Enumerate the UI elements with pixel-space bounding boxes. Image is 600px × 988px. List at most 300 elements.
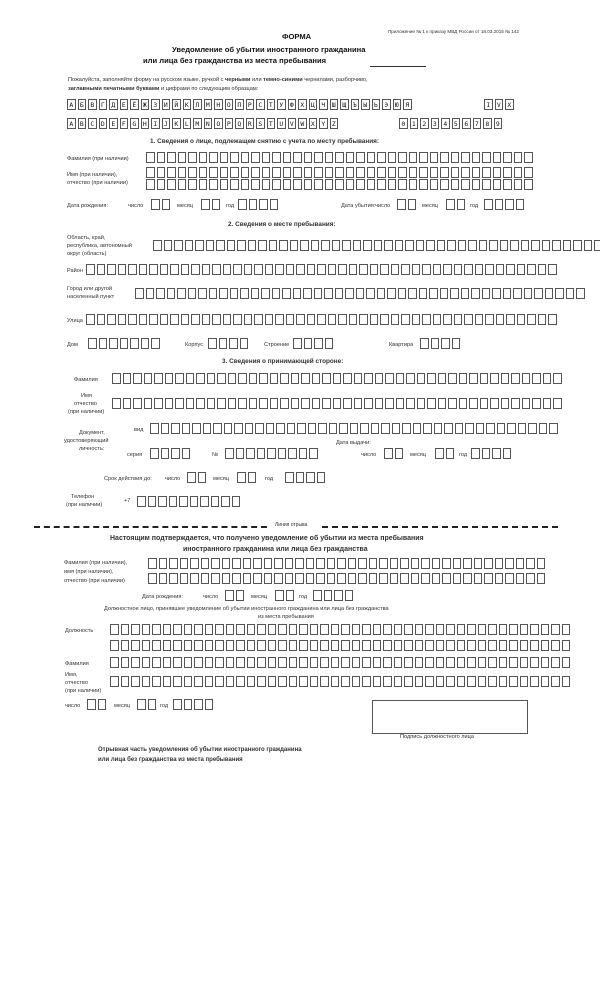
entry-cell[interactable] xyxy=(493,167,502,178)
entry-cell[interactable] xyxy=(121,657,130,668)
entry-cell[interactable] xyxy=(499,624,508,635)
entry-cell[interactable] xyxy=(162,199,171,210)
entry-cell[interactable] xyxy=(118,314,127,325)
entry-cell[interactable] xyxy=(296,472,305,483)
entry-cell[interactable] xyxy=(293,179,302,190)
entry-cell[interactable] xyxy=(401,264,410,275)
entry-cell[interactable] xyxy=(257,657,266,668)
entry-cell[interactable] xyxy=(225,448,234,459)
entry-cell[interactable] xyxy=(173,657,182,668)
entry-cell[interactable] xyxy=(388,179,397,190)
entry-cell[interactable] xyxy=(442,573,451,584)
entry-cell[interactable] xyxy=(373,624,382,635)
entry-cell[interactable] xyxy=(342,240,351,251)
entry-cell[interactable] xyxy=(173,624,182,635)
entry-cell[interactable] xyxy=(299,624,308,635)
entry-cell[interactable] xyxy=(291,398,300,409)
entry-cell[interactable] xyxy=(243,558,252,569)
entry-cell[interactable] xyxy=(425,676,434,687)
entry-cell[interactable] xyxy=(503,179,512,190)
entry-cell[interactable] xyxy=(226,640,235,651)
entry-cell[interactable] xyxy=(215,640,224,651)
entry-cell[interactable] xyxy=(128,314,137,325)
entry-cell[interactable] xyxy=(522,373,531,384)
entry-cell[interactable] xyxy=(493,179,502,190)
entry-cell[interactable] xyxy=(167,179,176,190)
entry-cell[interactable] xyxy=(265,264,274,275)
entry-cell[interactable] xyxy=(137,496,146,507)
entry-cell[interactable] xyxy=(374,240,383,251)
entry-cell[interactable] xyxy=(282,288,291,299)
entry-cell[interactable] xyxy=(562,676,571,687)
entry-cell[interactable] xyxy=(272,152,281,163)
entry-cell[interactable] xyxy=(215,657,224,668)
entry-cell[interactable] xyxy=(358,573,367,584)
entry-cell[interactable] xyxy=(317,472,326,483)
entry-cell[interactable] xyxy=(443,314,452,325)
entry-cell[interactable] xyxy=(475,264,484,275)
entry-cell[interactable] xyxy=(175,398,184,409)
entry-cell[interactable] xyxy=(509,624,518,635)
entry-cell[interactable] xyxy=(362,676,371,687)
entry-cell[interactable] xyxy=(320,657,329,668)
entry-cell[interactable] xyxy=(142,624,151,635)
entry-cell[interactable] xyxy=(144,373,153,384)
entry-cell[interactable] xyxy=(426,240,435,251)
entry-cell[interactable] xyxy=(474,558,483,569)
entry-cell[interactable] xyxy=(249,398,258,409)
entry-cell[interactable] xyxy=(337,558,346,569)
entry-cell[interactable] xyxy=(184,699,193,710)
entry-cell[interactable] xyxy=(562,624,571,635)
entry-cell[interactable] xyxy=(335,152,344,163)
entry-cell[interactable] xyxy=(469,373,478,384)
entry-cell[interactable] xyxy=(121,624,130,635)
entry-cell[interactable] xyxy=(274,573,283,584)
entry-cell[interactable] xyxy=(205,676,214,687)
entry-cell[interactable] xyxy=(285,472,294,483)
entry-cell[interactable] xyxy=(402,423,411,434)
entry-cell[interactable] xyxy=(299,676,308,687)
entry-cell[interactable] xyxy=(185,240,194,251)
entry-cell[interactable] xyxy=(325,338,334,349)
entry-cell[interactable] xyxy=(537,573,546,584)
entry-cell[interactable] xyxy=(222,558,231,569)
entry-cell[interactable] xyxy=(285,573,294,584)
entry-cell[interactable] xyxy=(480,398,489,409)
entry-cell[interactable] xyxy=(266,423,275,434)
entry-cell[interactable] xyxy=(316,558,325,569)
entry-cell[interactable] xyxy=(304,152,313,163)
entry-cell[interactable] xyxy=(492,448,501,459)
entry-cell[interactable] xyxy=(409,167,418,178)
entry-cell[interactable] xyxy=(495,573,504,584)
entry-cell[interactable] xyxy=(490,373,499,384)
entry-cell[interactable] xyxy=(201,558,210,569)
entry-cell[interactable] xyxy=(173,699,182,710)
entry-cell[interactable] xyxy=(406,373,415,384)
entry-cell[interactable] xyxy=(451,152,460,163)
entry-cell[interactable] xyxy=(173,640,182,651)
entry-cell[interactable] xyxy=(207,373,216,384)
entry-cell[interactable] xyxy=(388,167,397,178)
entry-cell[interactable] xyxy=(553,398,562,409)
entry-cell[interactable] xyxy=(153,240,162,251)
s3-issue-month-cells[interactable] xyxy=(435,448,454,459)
entry-cell[interactable] xyxy=(404,657,413,668)
entry-cell[interactable] xyxy=(160,314,169,325)
entry-cell[interactable] xyxy=(463,558,472,569)
entry-cell[interactable] xyxy=(169,573,178,584)
s3-issue-day-cells[interactable] xyxy=(384,448,403,459)
entry-cell[interactable] xyxy=(521,240,530,251)
entry-cell[interactable] xyxy=(338,264,347,275)
entry-cell[interactable] xyxy=(86,264,95,275)
entry-cell[interactable] xyxy=(541,657,550,668)
entry-cell[interactable] xyxy=(209,152,218,163)
entry-cell[interactable] xyxy=(144,398,153,409)
entry-cell[interactable] xyxy=(469,398,478,409)
entry-cell[interactable] xyxy=(167,152,176,163)
entry-cell[interactable] xyxy=(446,624,455,635)
entry-cell[interactable] xyxy=(169,558,178,569)
entry-cell[interactable] xyxy=(381,423,390,434)
entry-cell[interactable] xyxy=(538,264,547,275)
entry-cell[interactable] xyxy=(447,240,456,251)
entry-cell[interactable] xyxy=(400,558,409,569)
entry-cell[interactable] xyxy=(333,398,342,409)
entry-cell[interactable] xyxy=(236,657,245,668)
entry-cell[interactable] xyxy=(495,199,504,210)
entry-cell[interactable] xyxy=(562,640,571,651)
entry-cell[interactable] xyxy=(318,423,327,434)
entry-cell[interactable] xyxy=(367,179,376,190)
entry-cell[interactable] xyxy=(295,558,304,569)
c-position-cells-2[interactable] xyxy=(110,640,570,651)
entry-cell[interactable] xyxy=(524,288,533,299)
entry-cell[interactable] xyxy=(178,167,187,178)
entry-cell[interactable] xyxy=(291,373,300,384)
entry-cell[interactable] xyxy=(430,167,439,178)
s1-surname-cells[interactable] xyxy=(146,152,533,163)
entry-cell[interactable] xyxy=(272,288,281,299)
entry-cell[interactable] xyxy=(251,288,260,299)
entry-cell[interactable] xyxy=(431,338,440,349)
entry-cell[interactable] xyxy=(434,423,443,434)
entry-cell[interactable] xyxy=(331,640,340,651)
entry-cell[interactable] xyxy=(457,624,466,635)
entry-cell[interactable] xyxy=(314,288,323,299)
entry-cell[interactable] xyxy=(478,624,487,635)
entry-cell[interactable] xyxy=(394,624,403,635)
entry-cell[interactable] xyxy=(190,573,199,584)
entry-cell[interactable] xyxy=(146,288,155,299)
entry-cell[interactable] xyxy=(499,657,508,668)
entry-cell[interactable] xyxy=(151,338,160,349)
entry-cell[interactable] xyxy=(194,624,203,635)
entry-cell[interactable] xyxy=(379,558,388,569)
entry-cell[interactable] xyxy=(472,167,481,178)
entry-cell[interactable] xyxy=(427,398,436,409)
entry-cell[interactable] xyxy=(223,314,232,325)
entry-cell[interactable] xyxy=(299,657,308,668)
s2-region-cells[interactable] xyxy=(153,240,600,251)
entry-cell[interactable] xyxy=(348,573,357,584)
s2-district-cells[interactable] xyxy=(86,264,557,275)
entry-cell[interactable] xyxy=(562,657,571,668)
entry-cell[interactable] xyxy=(364,373,373,384)
entry-cell[interactable] xyxy=(230,288,239,299)
entry-cell[interactable] xyxy=(341,657,350,668)
entry-cell[interactable] xyxy=(488,676,497,687)
entry-cell[interactable] xyxy=(341,624,350,635)
entry-cell[interactable] xyxy=(211,496,220,507)
entry-cell[interactable] xyxy=(509,640,518,651)
entry-cell[interactable] xyxy=(499,676,508,687)
entry-cell[interactable] xyxy=(196,398,205,409)
entry-cell[interactable] xyxy=(408,288,417,299)
entry-cell[interactable] xyxy=(227,240,236,251)
entry-cell[interactable] xyxy=(112,373,121,384)
entry-cell[interactable] xyxy=(331,657,340,668)
entry-cell[interactable] xyxy=(175,373,184,384)
entry-cell[interactable] xyxy=(236,640,245,651)
entry-cell[interactable] xyxy=(164,240,173,251)
entry-cell[interactable] xyxy=(212,199,221,210)
entry-cell[interactable] xyxy=(301,398,310,409)
entry-cell[interactable] xyxy=(422,314,431,325)
entry-cell[interactable] xyxy=(163,657,172,668)
entry-cell[interactable] xyxy=(313,590,322,601)
entry-cell[interactable] xyxy=(249,373,258,384)
entry-cell[interactable] xyxy=(484,558,493,569)
entry-cell[interactable] xyxy=(367,167,376,178)
entry-cell[interactable] xyxy=(425,640,434,651)
entry-cell[interactable] xyxy=(457,199,466,210)
s3-valid-year-cells[interactable] xyxy=(285,472,325,483)
entry-cell[interactable] xyxy=(411,573,420,584)
entry-cell[interactable] xyxy=(255,423,264,434)
entry-cell[interactable] xyxy=(133,373,142,384)
entry-cell[interactable] xyxy=(343,398,352,409)
entry-cell[interactable] xyxy=(275,314,284,325)
entry-cell[interactable] xyxy=(187,472,196,483)
entry-cell[interactable] xyxy=(316,573,325,584)
s3-issue-year-cells[interactable] xyxy=(471,448,511,459)
entry-cell[interactable] xyxy=(530,640,539,651)
entry-cell[interactable] xyxy=(184,624,193,635)
c-position-cells-1[interactable] xyxy=(110,624,570,635)
entry-cell[interactable] xyxy=(279,240,288,251)
entry-cell[interactable] xyxy=(511,373,520,384)
entry-cell[interactable] xyxy=(375,373,384,384)
entry-cell[interactable] xyxy=(320,640,329,651)
entry-cell[interactable] xyxy=(246,448,255,459)
entry-cell[interactable] xyxy=(331,624,340,635)
entry-cell[interactable] xyxy=(245,423,254,434)
entry-cell[interactable] xyxy=(280,373,289,384)
entry-cell[interactable] xyxy=(320,676,329,687)
entry-cell[interactable] xyxy=(199,179,208,190)
entry-cell[interactable] xyxy=(497,423,506,434)
entry-cell[interactable] xyxy=(265,314,274,325)
entry-cell[interactable] xyxy=(234,423,243,434)
entry-cell[interactable] xyxy=(353,240,362,251)
entry-cell[interactable] xyxy=(461,179,470,190)
entry-cell[interactable] xyxy=(222,573,231,584)
s2-building-cells[interactable] xyxy=(293,338,333,349)
entry-cell[interactable] xyxy=(264,573,273,584)
entry-cell[interactable] xyxy=(436,624,445,635)
entry-cell[interactable] xyxy=(314,338,323,349)
entry-cell[interactable] xyxy=(163,640,172,651)
c-sign-month-cells[interactable] xyxy=(137,699,156,710)
entry-cell[interactable] xyxy=(436,640,445,651)
entry-cell[interactable] xyxy=(240,338,249,349)
entry-cell[interactable] xyxy=(233,314,242,325)
entry-cell[interactable] xyxy=(209,179,218,190)
entry-cell[interactable] xyxy=(482,288,491,299)
entry-cell[interactable] xyxy=(224,423,233,434)
entry-cell[interactable] xyxy=(198,288,207,299)
entry-cell[interactable] xyxy=(174,240,183,251)
entry-cell[interactable] xyxy=(383,624,392,635)
entry-cell[interactable] xyxy=(270,199,279,210)
entry-cell[interactable] xyxy=(432,558,441,569)
entry-cell[interactable] xyxy=(236,448,245,459)
entry-cell[interactable] xyxy=(337,573,346,584)
entry-cell[interactable] xyxy=(331,676,340,687)
entry-cell[interactable] xyxy=(415,676,424,687)
entry-cell[interactable] xyxy=(390,573,399,584)
entry-cell[interactable] xyxy=(327,558,336,569)
entry-cell[interactable] xyxy=(411,558,420,569)
entry-cell[interactable] xyxy=(537,558,546,569)
entry-cell[interactable] xyxy=(465,423,474,434)
entry-cell[interactable] xyxy=(146,152,155,163)
entry-cell[interactable] xyxy=(325,179,334,190)
entry-cell[interactable] xyxy=(352,657,361,668)
entry-cell[interactable] xyxy=(423,423,432,434)
entry-cell[interactable] xyxy=(216,240,225,251)
entry-cell[interactable] xyxy=(384,240,393,251)
entry-cell[interactable] xyxy=(524,179,533,190)
entry-cell[interactable] xyxy=(237,240,246,251)
entry-cell[interactable] xyxy=(220,152,229,163)
entry-cell[interactable] xyxy=(427,373,436,384)
entry-cell[interactable] xyxy=(157,152,166,163)
entry-cell[interactable] xyxy=(293,167,302,178)
entry-cell[interactable] xyxy=(433,314,442,325)
entry-cell[interactable] xyxy=(181,264,190,275)
entry-cell[interactable] xyxy=(236,590,245,601)
entry-cell[interactable] xyxy=(373,676,382,687)
entry-cell[interactable] xyxy=(362,640,371,651)
entry-cell[interactable] xyxy=(205,640,214,651)
entry-cell[interactable] xyxy=(309,448,318,459)
entry-cell[interactable] xyxy=(161,423,170,434)
entry-cell[interactable] xyxy=(97,264,106,275)
entry-cell[interactable] xyxy=(167,167,176,178)
entry-cell[interactable] xyxy=(354,373,363,384)
entry-cell[interactable] xyxy=(307,314,316,325)
entry-cell[interactable] xyxy=(394,640,403,651)
entry-cell[interactable] xyxy=(209,288,218,299)
entry-cell[interactable] xyxy=(474,573,483,584)
entry-cell[interactable] xyxy=(211,558,220,569)
entry-cell[interactable] xyxy=(454,314,463,325)
entry-cell[interactable] xyxy=(310,676,319,687)
entry-cell[interactable] xyxy=(415,624,424,635)
entry-cell[interactable] xyxy=(217,398,226,409)
entry-cell[interactable] xyxy=(552,240,561,251)
entry-cell[interactable] xyxy=(479,240,488,251)
entry-cell[interactable] xyxy=(417,373,426,384)
entry-cell[interactable] xyxy=(495,558,504,569)
entry-cell[interactable] xyxy=(352,640,361,651)
entry-cell[interactable] xyxy=(467,624,476,635)
entry-cell[interactable] xyxy=(507,423,516,434)
entry-cell[interactable] xyxy=(444,423,453,434)
entry-cell[interactable] xyxy=(517,314,526,325)
entry-cell[interactable] xyxy=(230,152,239,163)
entry-cell[interactable] xyxy=(212,314,221,325)
entry-cell[interactable] xyxy=(325,152,334,163)
entry-cell[interactable] xyxy=(310,657,319,668)
entry-cell[interactable] xyxy=(352,676,361,687)
entry-cell[interactable] xyxy=(149,264,158,275)
entry-cell[interactable] xyxy=(118,264,127,275)
entry-cell[interactable] xyxy=(440,179,449,190)
entry-cell[interactable] xyxy=(391,314,400,325)
entry-cell[interactable] xyxy=(493,152,502,163)
entry-cell[interactable] xyxy=(307,264,316,275)
entry-cell[interactable] xyxy=(555,288,564,299)
entry-cell[interactable] xyxy=(551,676,560,687)
entry-cell[interactable] xyxy=(201,199,210,210)
entry-cell[interactable] xyxy=(485,314,494,325)
entry-cell[interactable] xyxy=(230,167,239,178)
entry-cell[interactable] xyxy=(461,288,470,299)
entry-cell[interactable] xyxy=(278,676,287,687)
entry-cell[interactable] xyxy=(293,288,302,299)
entry-cell[interactable] xyxy=(563,240,572,251)
entry-cell[interactable] xyxy=(391,264,400,275)
entry-cell[interactable] xyxy=(377,179,386,190)
entry-cell[interactable] xyxy=(356,167,365,178)
entry-cell[interactable] xyxy=(171,423,180,434)
entry-cell[interactable] xyxy=(531,240,540,251)
entry-cell[interactable] xyxy=(241,179,250,190)
entry-cell[interactable] xyxy=(451,167,460,178)
entry-cell[interactable] xyxy=(215,624,224,635)
entry-cell[interactable] xyxy=(467,640,476,651)
entry-cell[interactable] xyxy=(290,240,299,251)
entry-cell[interactable] xyxy=(524,167,533,178)
entry-cell[interactable] xyxy=(398,167,407,178)
entry-cell[interactable] xyxy=(475,314,484,325)
entry-cell[interactable] xyxy=(471,288,480,299)
entry-cell[interactable] xyxy=(467,676,476,687)
entry-cell[interactable] xyxy=(516,573,525,584)
entry-cell[interactable] xyxy=(527,264,536,275)
entry-cell[interactable] xyxy=(480,373,489,384)
entry-cell[interactable] xyxy=(254,264,263,275)
entry-cell[interactable] xyxy=(286,264,295,275)
entry-cell[interactable] xyxy=(448,373,457,384)
entry-cell[interactable] xyxy=(440,167,449,178)
entry-cell[interactable] xyxy=(354,398,363,409)
